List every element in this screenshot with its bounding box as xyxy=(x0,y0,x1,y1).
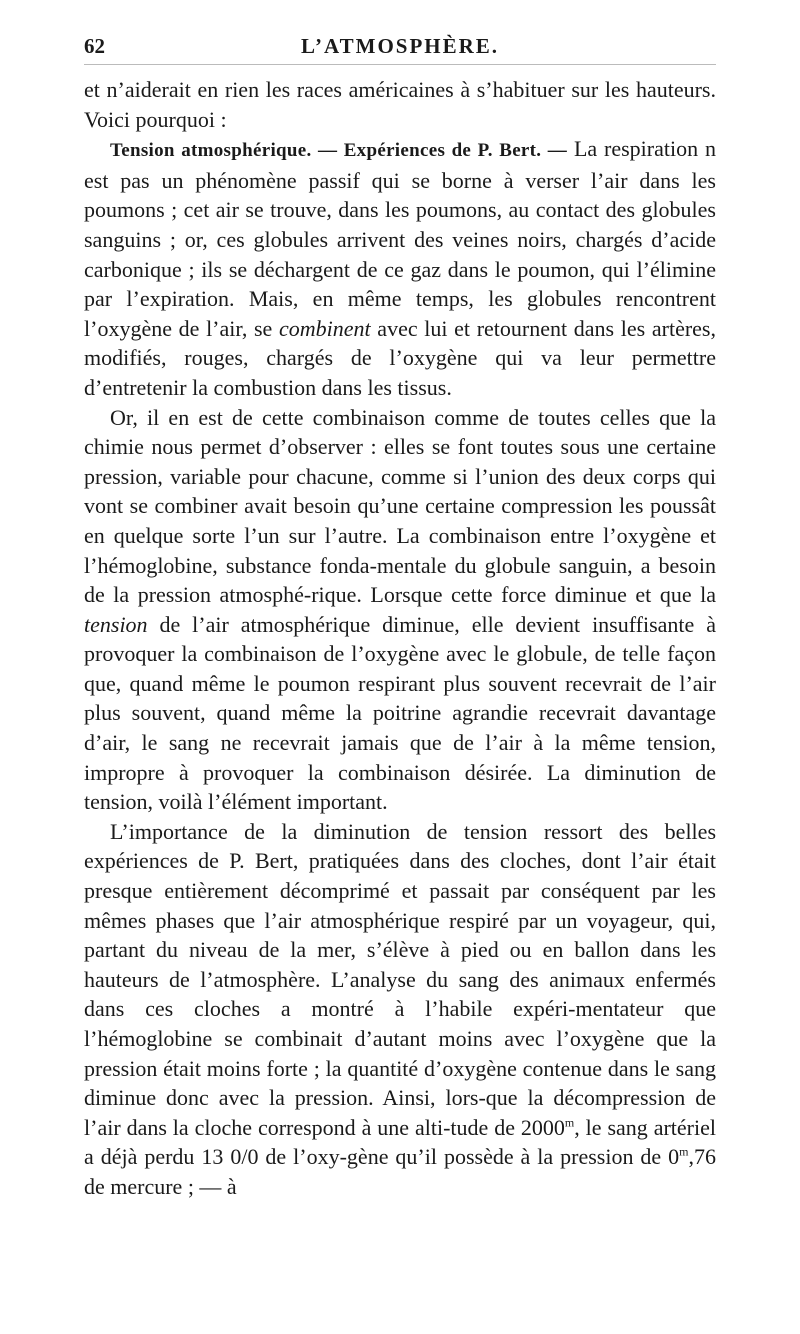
paragraph-3 xyxy=(84,403,716,817)
paragraph-4 xyxy=(84,817,716,1202)
book-page xyxy=(84,30,716,1202)
running-head: L’ATMOSPHÈRE. xyxy=(300,34,500,58)
unit-superscript-1: m xyxy=(564,1115,575,1130)
paragraph-4-text-b: , le sang artériel a déjà perdu 13 0/0 de l’oxy-gène qu’il possède à la pression de 0 xyxy=(84,1114,716,1170)
paragraph-2 xyxy=(84,134,716,402)
page-header xyxy=(84,30,716,65)
paragraph-3-text-a: Or, il en est de cette combinaison comme de toutes celles que la chimie nous permet d’observer : elles se font toutes sous une certaine pression, variable pour chacune, comme si l’union des deux corps qui vont se combiner avait besoin qu’une certaine compression les poussât en quelque sorte l’un sur l’autre. La combinaison entre l’oxygène et l’hémoglobine, substance fonda-mentale du globule sanguin, a besoin de la pression atmosphé-rique. Lorsque cette force diminue et que la xyxy=(84,404,716,608)
page-number: 62 xyxy=(84,34,105,58)
paragraph-3-text-b: de l’air atmosphérique diminue, elle devient insuffisante à provoquer la combinaison de l’oxygène avec le globule, de telle façon que, quand même le poumon respirant plus souvent recevrait de l’air plus souvent, quand même la poitrine agrandie recevrait davantage d’air, le sang ne recevrait jamais que de l’air à la même tension, impropre à provoquer la combinaison désirée. La diminution de tension, voilà l’élément important. xyxy=(84,611,716,815)
body-text xyxy=(84,75,716,1202)
emphasis-combinent: combinent xyxy=(278,315,371,341)
paragraph-4-text-c: ,76 de mercure ; — à xyxy=(84,1144,716,1199)
paragraph-1-text: et n’aiderait en rien les races américaines à s’habituer sur les hauteurs. Voici pourquoi : xyxy=(84,77,716,132)
paragraph-4-text-a: L’importance de la diminution de tension ressort des belles expériences de P. Bert, pratiquées dans des cloches, dont l’air était presque entièrement décomprimé et passait par conséquent par les mêmes phases que l’air atmosphérique respiré par un voyageur, qui, partant du niveau de la mer, s’élève à pied ou en ballon dans les hauteurs de l’atmosphère. L’analyse du sang des animaux enfermés dans ces cloches a montré à l’habile expéri-mentateur que l’hémoglobine se combinait d’autant moins avec l’oxygène que la pression était moins forte ; la quantité d’oxygène contenue dans le sang diminue donc avec la pression. Ainsi, lors-que la décompression de l’air dans la cloche correspond à une alti-tude de 2000 xyxy=(84,818,716,1140)
unit-superscript-2: m xyxy=(679,1145,689,1160)
paragraph-2-text-b: avec lui et retournent dans les artères, modifiés, rouges, chargés de l’oxygène qui va leur permettre d’entretenir la combustion dans les tissus. xyxy=(84,315,716,400)
paragraph-2-text-a: La respiration n est pas un phénomène passif qui se borne à verser l’air dans les poumons ; cet air se trouve, dans les poumons, au contact des globules sanguins ; or, ces globules arrivent des veines noirs, chargés d’acide carbonique ; ils se déchargent de ce gaz dans le poumon, qui l’élimine par l’expiration. Mais, en même temps, les globules rencontrent l’oxygène de l’air, se xyxy=(84,136,716,341)
section-title: Tension atmosphérique. — Expériences de P. Bert. — xyxy=(110,140,568,162)
emphasis-tension: tension xyxy=(84,611,148,637)
paragraph-1 xyxy=(84,75,716,134)
